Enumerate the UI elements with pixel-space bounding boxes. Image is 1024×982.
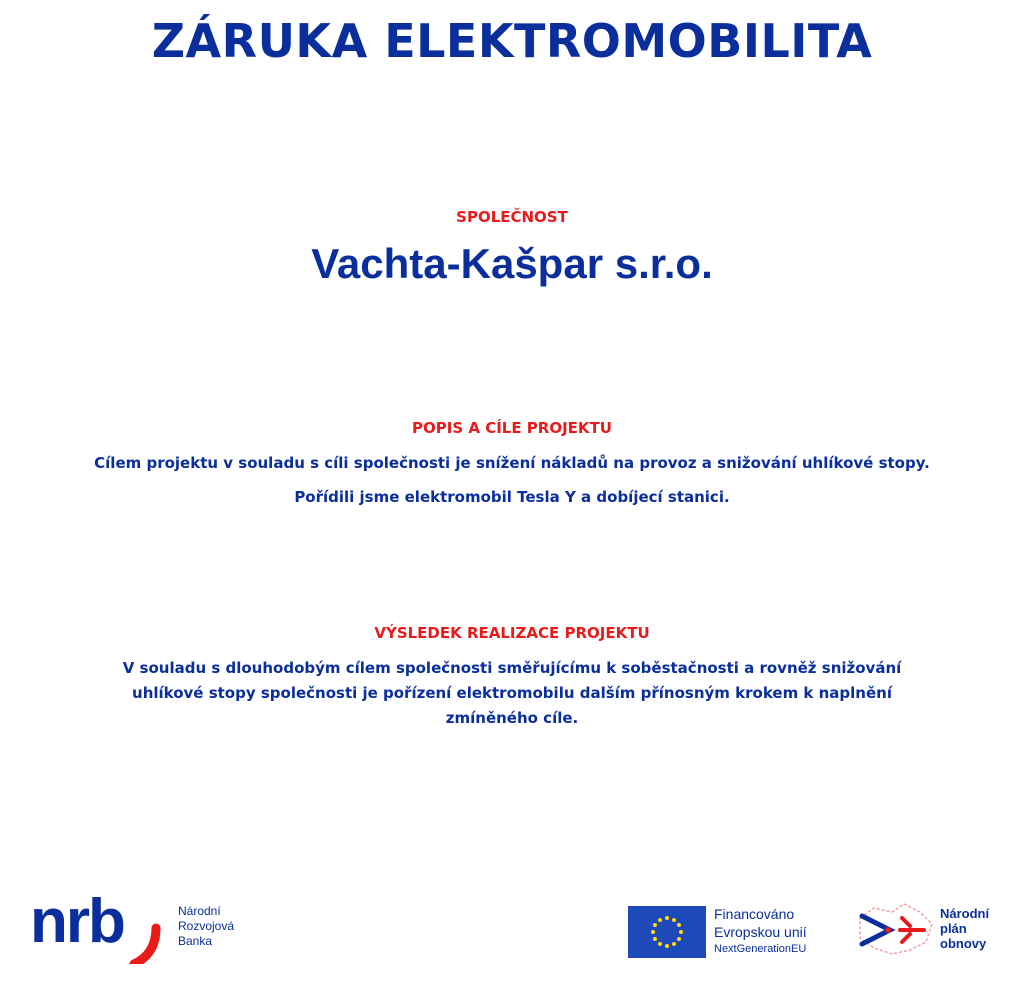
nrb-line-2: Rozvojová [178, 919, 235, 933]
npo-line-3: obnovy [940, 936, 987, 951]
company-label: SPOLEČNOST [456, 208, 568, 226]
eu-line-2: Evropskou unií [714, 924, 807, 940]
nrb-line-3: Banka [178, 934, 213, 948]
npo-line-1: Národní [940, 906, 990, 921]
description-line-2: Pořídili jsme elektromobil Tesla Y a dobíjecí stanici. [294, 488, 730, 506]
eu-line-3: NextGenerationEU [714, 943, 807, 955]
description-label: POPIS A CÍLE PROJEKTU [412, 419, 612, 437]
npo-name [940, 906, 989, 951]
description-line-1: Cílem projektu v souladu s cíli společnosti je snížení nákladů na provoz a snižování uhlíkové stopy. [94, 454, 930, 472]
npo-line-2: plán [940, 921, 967, 936]
nrb-line-1: Národní [178, 904, 221, 918]
nrb-logo [28, 884, 278, 964]
result-label: VÝSLEDEK REALIZACE PROJEKTU [374, 624, 650, 642]
eu-funding [714, 905, 807, 957]
eu-line-1: Financováno [714, 906, 795, 922]
npo-logo-icon [852, 898, 936, 962]
result-text: V souladu s dlouhodobým cílem společnosti směřujícímu k soběstačnosti a rovněž snižování uhlíkové stopy společnosti je pořízení elektromobilu dalším přínosným krokem k naplnění zmíněného cíle. [122, 659, 902, 727]
company-name: Vachta-Kašpar s.r.o. [311, 240, 713, 287]
page-title: ZÁRUKA ELEKTROMOBILITA [151, 14, 873, 68]
nrb-logo-text: nrb [30, 887, 124, 956]
nrb-swoosh-icon [134, 928, 156, 964]
eu-flag-icon [628, 906, 706, 958]
nrb-name [178, 904, 234, 949]
